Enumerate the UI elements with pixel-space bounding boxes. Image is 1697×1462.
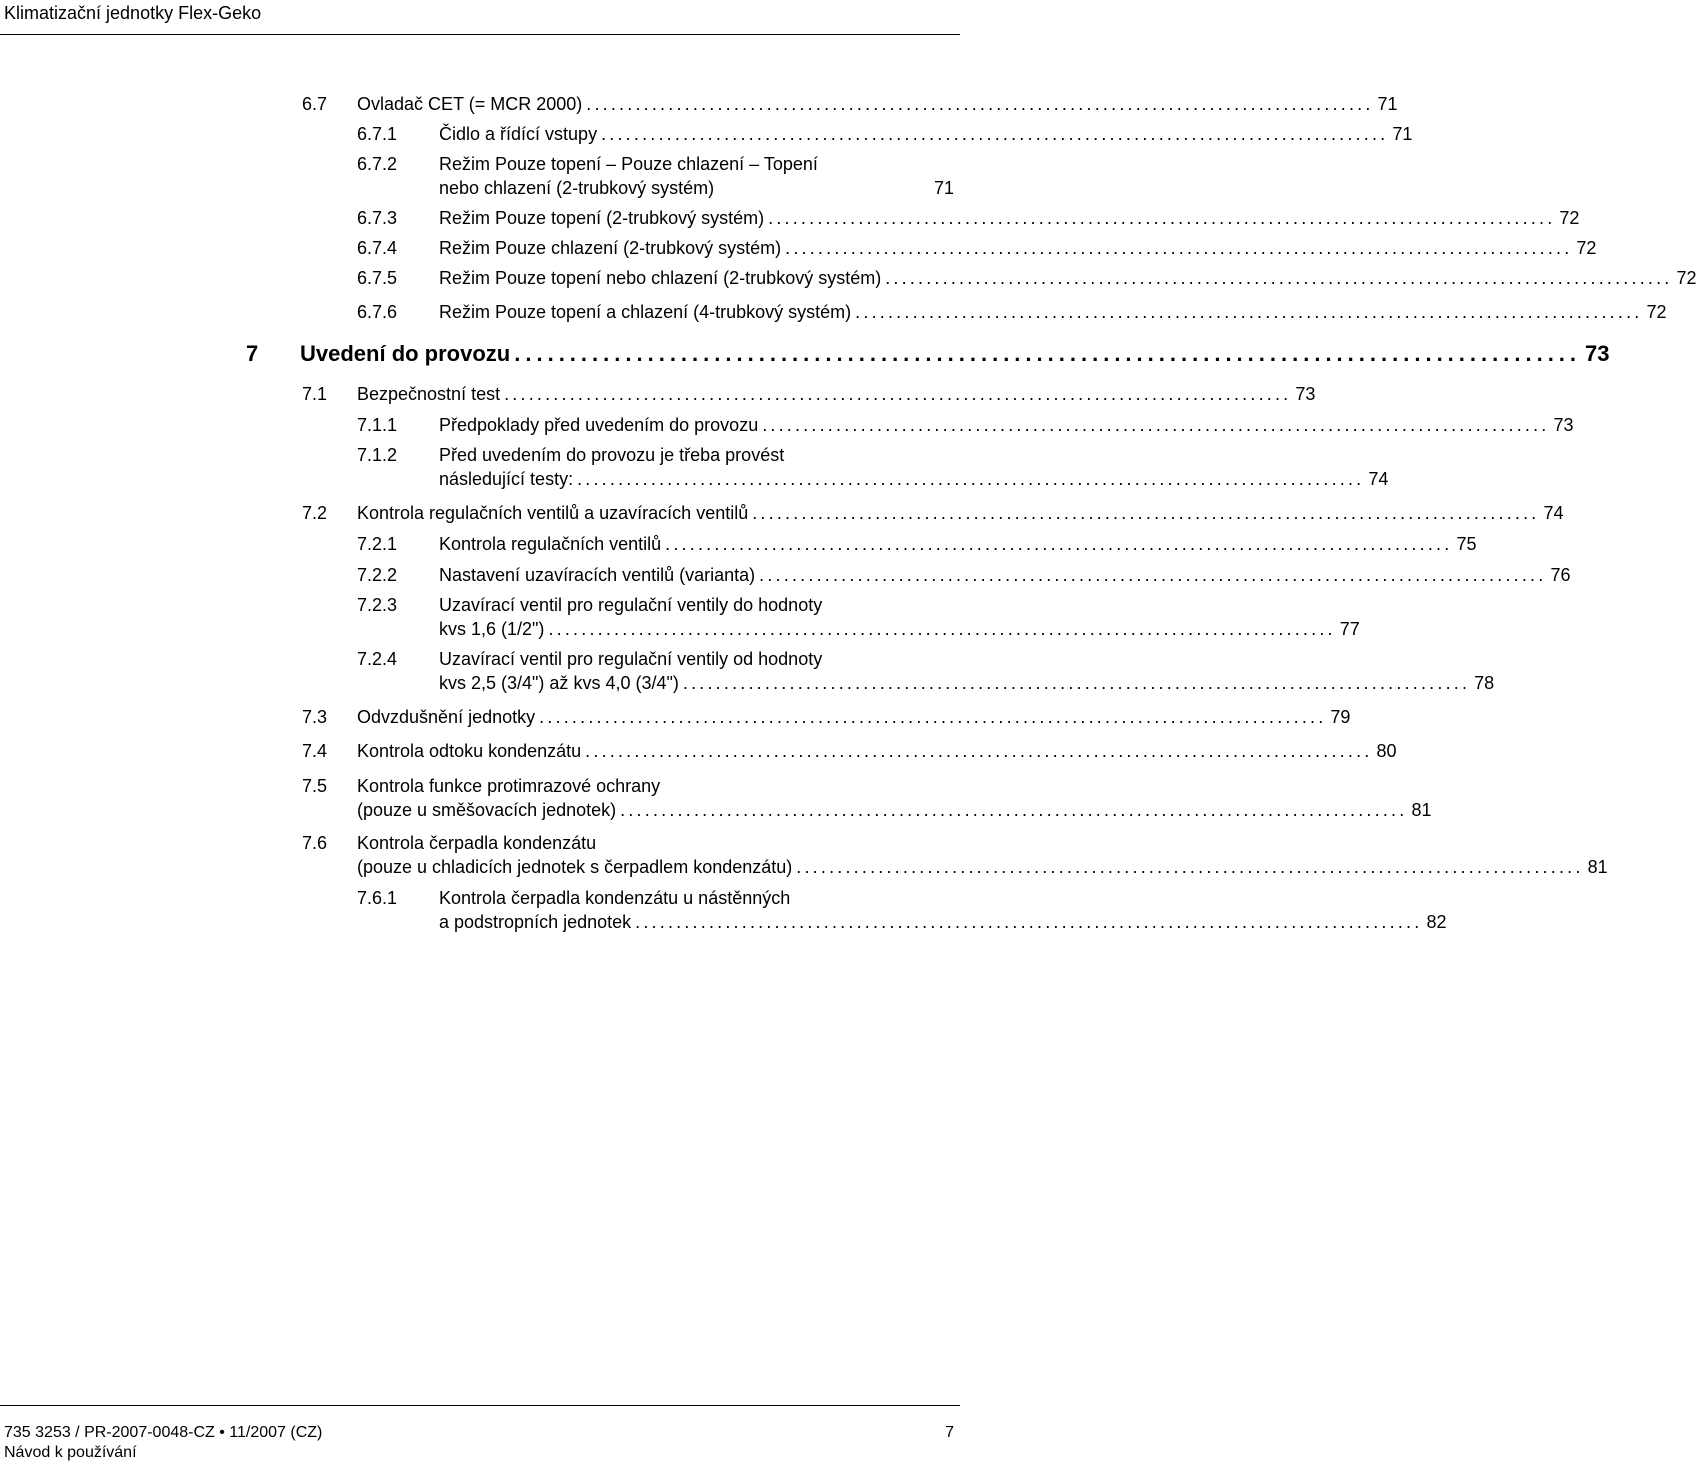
toc-entry[interactable] xyxy=(357,593,1360,641)
toc-entry[interactable] xyxy=(357,563,1571,587)
toc-entry-page: 72 xyxy=(1646,302,1667,322)
toc-entry[interactable] xyxy=(302,501,1564,525)
toc-entry[interactable] xyxy=(357,443,1389,491)
toc-entry-number: 7.2.4 xyxy=(357,649,398,669)
toc-entry-page: 73 xyxy=(1553,415,1574,435)
toc-entry-title: Nastavení uzavíracích ventilů (varianta) xyxy=(439,563,759,587)
toc-entry-title-cont: kvs 2,5 (3/4") až kvs 4,0 (3/4") xyxy=(439,671,683,695)
toc-chapter-entry[interactable] xyxy=(246,341,1610,370)
toc-entry-title: Režim Pouze chlazení (2-trubkový systém) xyxy=(439,236,785,260)
toc-entry-page: 72 xyxy=(1576,238,1597,258)
toc-leader-dots: ................................................................................................ xyxy=(885,268,1673,288)
toc-entry-number: 6.7.6 xyxy=(357,302,398,322)
footer-rule xyxy=(0,1405,960,1406)
toc-entry-page: 80 xyxy=(1376,741,1397,761)
toc-entry[interactable] xyxy=(302,92,1398,116)
toc-entry[interactable] xyxy=(302,774,1432,822)
toc-entry-title: Režim Pouze topení (2-trubkový systém) xyxy=(439,206,768,230)
toc-entry-title: Předpoklady před uvedením do provozu xyxy=(439,413,762,437)
toc-entry-page: 77 xyxy=(1339,619,1360,639)
toc-entry-number: 7.4 xyxy=(302,741,328,761)
toc-entry[interactable] xyxy=(357,152,954,200)
toc-entry-number: 7.3 xyxy=(302,707,328,727)
toc-entry-title: Odvzdušnění jednotky xyxy=(357,705,539,729)
toc-leader-dots: ................................................................................................ xyxy=(539,707,1327,727)
toc-entry-page: 76 xyxy=(1550,565,1571,585)
toc-entry-number: 6.7.2 xyxy=(357,154,398,174)
toc-entry-page: 81 xyxy=(1587,857,1608,877)
toc-chapter-title: Uvedení do provozu xyxy=(300,342,514,366)
toc-entry-title-cont: kvs 1,6 (1/2") xyxy=(439,617,548,641)
toc-entry-title: Čidlo a řídící vstupy xyxy=(439,122,601,146)
toc-leader-dots: ................................................................................................ xyxy=(514,341,1582,366)
toc-leader-dots: ................................................................................................ xyxy=(762,415,1550,435)
toc-entry-page: 81 xyxy=(1411,800,1432,820)
toc-entry-page: 78 xyxy=(1474,673,1495,693)
toc-entry-number: 7.2.1 xyxy=(357,534,398,554)
toc-entry-title-cont: a podstropních jednotek xyxy=(439,910,635,934)
toc-entry-number: 7.5 xyxy=(302,776,328,796)
toc-entry-page: 82 xyxy=(1426,912,1447,932)
toc-entry-number: 7.2 xyxy=(302,503,328,523)
toc-entry[interactable] xyxy=(302,831,1608,879)
toc-entry-title: Uzavírací ventil pro regulační ventily od hodnoty xyxy=(439,649,823,669)
toc-entry-page: 73 xyxy=(1295,384,1316,404)
toc-entry[interactable] xyxy=(357,206,1580,230)
toc-leader-dots: ................................................................................................ xyxy=(682,673,1471,693)
toc-entry[interactable] xyxy=(357,122,1413,146)
toc-entry-title-cont: nebo chlazení (2-trubkový systém) xyxy=(439,176,718,200)
footer-doc-code: 735 3253 / PR-2007-0048-CZ • 11/2007 (CZ) xyxy=(4,1424,323,1441)
toc-entry-page: 74 xyxy=(1543,503,1564,523)
toc-leader-dots: ................................................................................................ xyxy=(752,503,1540,523)
toc-leader-dots: ................................................................................................ xyxy=(586,94,1374,114)
toc-entry-title-cont: (pouze u chladicích jednotek s čerpadlem kondenzátu) xyxy=(357,855,796,879)
toc-chapter-number: 7 xyxy=(246,341,259,366)
toc-entry-number: 7.1.1 xyxy=(357,415,398,435)
toc-entry[interactable] xyxy=(357,647,1495,695)
toc-entry-title: Kontrola čerpadla kondenzátu u nástěnných xyxy=(439,888,791,908)
toc-leader-dots: ................................................................................................ xyxy=(585,741,1373,761)
toc-leader-dots: ................................................................................................ xyxy=(796,857,1584,877)
toc-entry-page: 71 xyxy=(1392,124,1413,144)
toc-entry-page: 72 xyxy=(1676,268,1697,288)
footer-doc-type: Návod k používání xyxy=(4,1444,137,1461)
toc-entry-title: Před uvedením do provozu je třeba provést xyxy=(439,445,785,465)
toc-entry[interactable] xyxy=(357,413,1574,437)
toc-entry[interactable] xyxy=(357,236,1597,260)
toc-entry-title: Kontrola odtoku kondenzátu xyxy=(357,739,585,763)
toc-entry-number: 6.7.4 xyxy=(357,238,398,258)
footer-page-number: 7 xyxy=(945,1424,954,1441)
toc-leader-dots: ................................................................................................ xyxy=(768,208,1556,228)
toc-entry-number: 7.6.1 xyxy=(357,888,398,908)
toc-entry-page: 75 xyxy=(1456,534,1477,554)
toc-entry-number: 7.6 xyxy=(302,833,328,853)
toc-entry-title: Režim Pouze topení a chlazení (4-trubkový systém) xyxy=(439,300,855,324)
toc-entry-number: 7.2.3 xyxy=(357,595,398,615)
toc-entry[interactable] xyxy=(302,382,1316,406)
toc-entry-title: Režim Pouze topení nebo chlazení (2-trubkový systém) xyxy=(439,266,885,290)
toc-entry-title: Kontrola regulačních ventilů a uzavíracích ventilů xyxy=(357,501,752,525)
toc-entry-title: Uzavírací ventil pro regulační ventily do hodnoty xyxy=(439,595,823,615)
toc-leader-dots: ................................................................................................ xyxy=(759,565,1547,585)
toc-entry-title: Kontrola regulačních ventilů xyxy=(439,532,665,556)
toc-entry-title: Režim Pouze topení – Pouze chlazení – Topení xyxy=(439,154,818,174)
toc-entry-title: Kontrola funkce protimrazové ochrany xyxy=(357,776,661,796)
toc-leader-dots: ................................................................................................ xyxy=(635,912,1423,932)
toc-leader-dots: ................................................................................................ xyxy=(504,384,1292,404)
toc-entry-title: Kontrola čerpadla kondenzátu xyxy=(357,833,597,853)
toc-entry-page: 74 xyxy=(1368,469,1389,489)
toc-entry-title: Bezpečnostní test xyxy=(357,382,504,406)
toc-entry[interactable] xyxy=(357,886,1447,934)
toc-leader-dots: ................................................................................................ xyxy=(785,238,1573,258)
toc-entry[interactable] xyxy=(302,705,1351,729)
toc-entry-number: 6.7.5 xyxy=(357,268,398,288)
toc-leader-dots: ................................................................................................ xyxy=(548,619,1336,639)
toc-leader-dots: ................................................................................................ xyxy=(665,534,1453,554)
toc-entry[interactable] xyxy=(357,266,1697,290)
toc-leader-dots: ................................................................................................ xyxy=(855,302,1643,322)
toc-entry-number: 7.1.2 xyxy=(357,445,398,465)
toc-chapter-page: 73 xyxy=(1585,341,1610,366)
toc-leader-dots: ................................................................................................ xyxy=(620,800,1408,820)
running-header-title: Klimatizační jednotky Flex-Geko xyxy=(4,3,262,23)
header-rule xyxy=(0,34,960,35)
toc-entry-page: 72 xyxy=(1559,208,1580,228)
toc-entry-number: 6.7.3 xyxy=(357,208,398,228)
toc-entry-number: 6.7.1 xyxy=(357,124,398,144)
toc-entry-page: 79 xyxy=(1330,707,1351,727)
toc-entry-title-cont: (pouze u směšovacích jednotek) xyxy=(357,798,620,822)
toc-leader-dots: ................................................................................................ xyxy=(601,124,1389,144)
toc-entry-number: 7.1 xyxy=(302,384,328,404)
toc-entry-number: 6.7 xyxy=(302,94,328,114)
toc-entry[interactable] xyxy=(357,532,1477,556)
toc-entry-title-cont: následující testy: xyxy=(439,467,577,491)
toc-leader-dots: ................................................................................................ xyxy=(577,469,1365,489)
toc-entry-page: 71 xyxy=(1377,94,1398,114)
toc-entry[interactable] xyxy=(357,300,1667,324)
toc-entry[interactable] xyxy=(302,739,1397,763)
toc-entry-number: 7.2.2 xyxy=(357,565,398,585)
toc-entry-page: 71 xyxy=(933,178,954,198)
toc-entry-title: Ovladač CET (= MCR 2000) xyxy=(357,92,586,116)
